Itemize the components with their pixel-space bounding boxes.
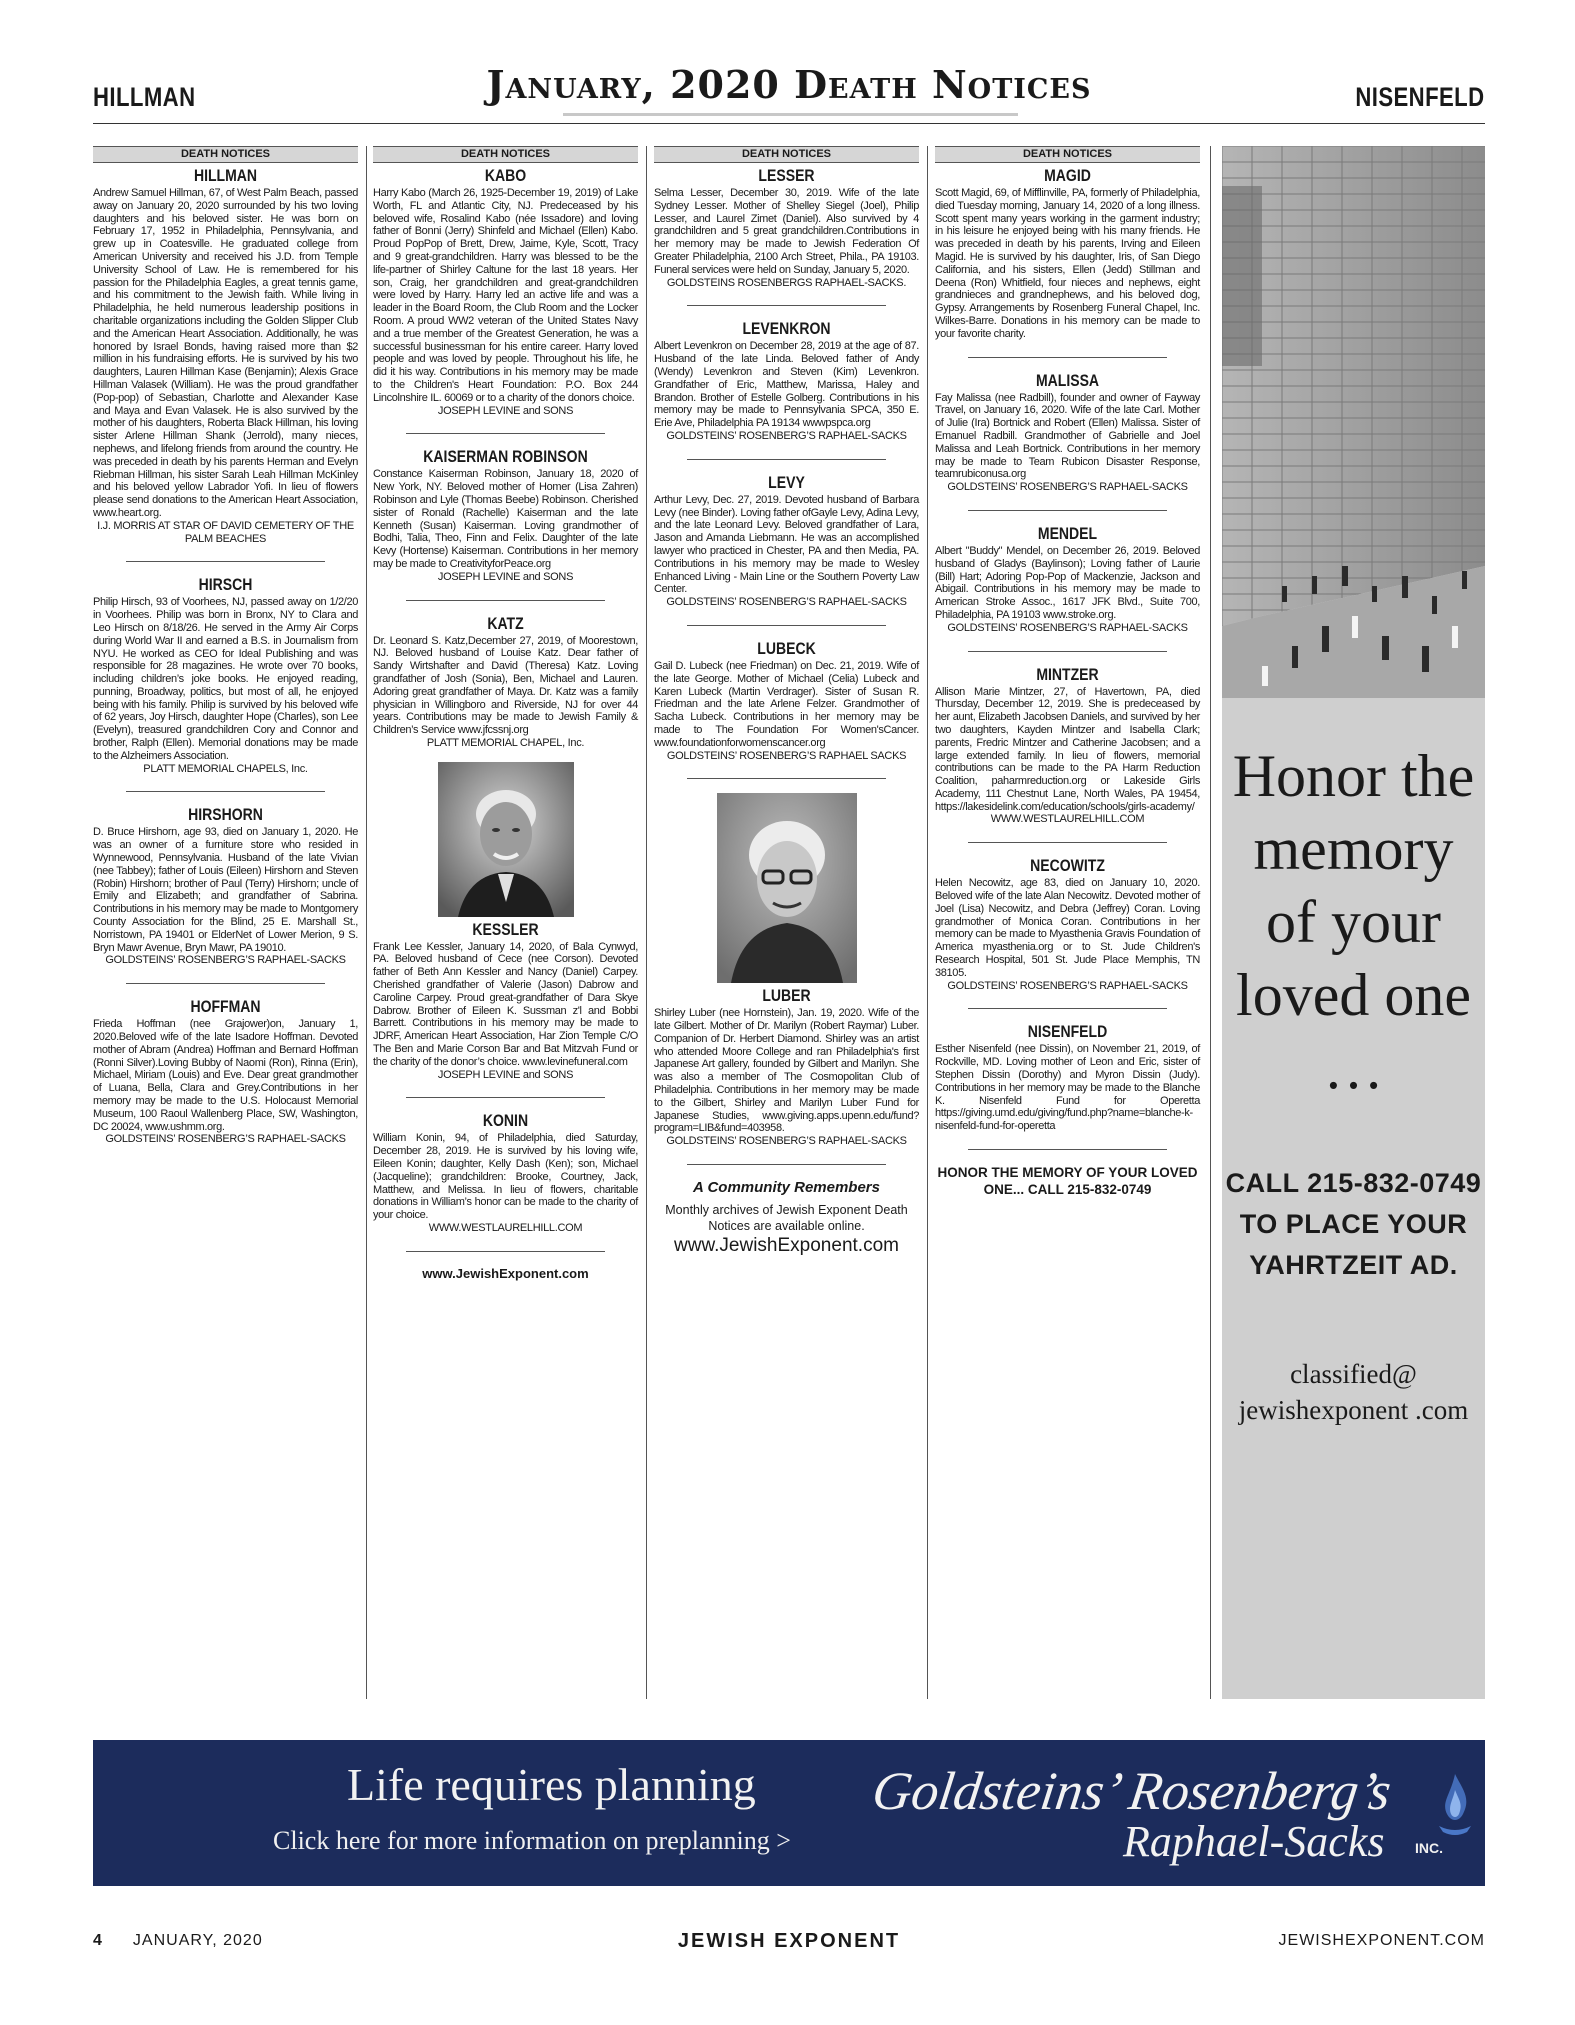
notice-body: Harry Kabo (March 26, 1925-December 19, 2019) of Lake Worth, FL and Atlantic City, NJ. Predeceased by his beloved wife, Rosalind Kabo (née Issadore) and loving father of Bonni (Jerry) Shinfeld and Michael (Ellen) Kabo. Proud PopPop of Brett, Drew, Jaime, Kyle, Scott, Tracy and 9 great-grandchildren. Harry was blessed to be the life-partner of Shirley Caltune for the last 18 years. Her son, Craig, her grandchildren and great-grandchildren were loved by Harry. Harry led an active life and was a leader in the Board Room, the Club Room and the Locker Room. A proud WW2 veteran of the United States Navy and a true member of the Greatest Generation, he was a successful businessman for his entire career. Harry loved people and was loved by people. Throughout his life, he did it his way. Contributions in his memory may be made to the Children's Heart Foundation: P.O. Box 244 Lincolnshire IL. 60069 or to a charity of the donors choice. xyxy=(373,187,638,404)
ad-headline: Honor the memory of your loved one … xyxy=(1232,743,1475,1101)
notice-nisenfeld xyxy=(935,1023,1200,1133)
notice-separator xyxy=(406,600,605,601)
notice-body: Andrew Samuel Hillman, 67, of West Palm Beach, passed away on January 20, 2020 surrounded by his two loving daughters and his beloved sister. He was born on February 17, 1952 in Philadelphia, Pennsylvania, and grew up in Coatesville. He graduated college from American University and received his J.D. from Temple University School of Law. He is remembered for his passion for the Philadelphia Eagles, a great tennis game, and his commitment to the Jewish faith. While living in Philadelphia, he held numerous leadership positions in charitable organizations including the Golden Slipper Club and the American Heart Association. Additionally, he was honored by Israel Bonds, having raised more than $2 million in his fundraising efforts. He is survived by his two daughters, Lauren Hillman Kase (Benjamin); Alexis Grace Hillman Valasek (William). He was the proud grandfather (Pop-pop) of Sebastian, Charlotte and Alexander Kase and Maya and Evan Valasek. He is also survived by the mother of his daughters, Roberta Black Hillman, his loving sister Arlene Hillman Shank (Jerrold), many nieces, nephews, and lifelong friends from around the country. He was preceded in death by his parents Herman and Evelyn Riebman Hillman, his sister Sarah Leah Hillman McKinley and his beloved yellow Labrador Yofi. In lieu of flowers please send donations to the American Heart Association, www.heart.org. xyxy=(93,187,358,519)
notice-body: Allison Marie Mintzer, 27, of Havertown, PA, died Thursday, December 12, 2019. She is predeceased by her aunt, Elizabeth Jacobsen Daniels, and survived by her two daughters, Kayden Mintzer and Isabella Clark; parents, Fredric Mintzer and Catherine Jacobsen; and a large extended family. In lieu of flowers, memorial contributions can be made to the PA Harm Reduction Coalition, paharmreduction.org or Lakeside Girls Academy, 111 Chestnut Lane, North Wales, PA 19454, https://lakesidelink.com/education/schools/girls-academy/ xyxy=(935,685,1200,813)
notice-levy xyxy=(654,474,919,609)
notice-body: Gail D. Lubeck (nee Friedman) on Dec. 21, 2019. Wife of the late George. Mother of Michael (Celia) Lubeck and Karen Lubeck (Martin Verdrager). Sister of Susan R. Friedman and the late Arlene Felzer. Grandmother of Sacha Lubeck. Contributions in her memory may be made to The Foundation For Women'sCancer. www.foundationforwomenscancer.org xyxy=(654,659,919,749)
honor-memory-note: HONOR THE MEMORY OF YOUR LOVED ONE... CALL 215-832-0749 xyxy=(937,1165,1198,1198)
notice-name: LEVENKRON xyxy=(742,320,831,339)
column-4 xyxy=(935,146,1200,1198)
notice-lubeck xyxy=(654,640,919,762)
notice-mendel xyxy=(935,525,1200,635)
column-1 xyxy=(93,146,358,1146)
title-underline xyxy=(563,113,1018,116)
column-header: DEATH NOTICES xyxy=(93,146,358,163)
notice-konin xyxy=(373,1112,638,1234)
notice-separator xyxy=(687,625,886,626)
notice-name: HOFFMAN xyxy=(190,998,261,1017)
notice-name: MALISSA xyxy=(1035,371,1100,390)
notice-hillman xyxy=(93,167,358,545)
kessler-portrait-photo xyxy=(438,762,574,917)
notice-body: Shirley Luber (nee Hornstein), Jan. 19, 2020. Wife of the late Gilbert. Mother of Dr. Marilyn (Robert Raymar) Luber. Companion of Dr. Herbert Diamond. Shirley was an artist who attended Moore College and ran Philadelphia's first Japanese Art gallery, founded by Gilbert and Marilyn. She was also a member of The Cosmopolitan Club of Philadelphia. Contributions in her memory may be made to the Gilbert, Shirley and Marilyn Luber Fund for Japanese Studies, www.giving.apps.upenn.edu/fund?program=LIB&fund=403958. xyxy=(654,1007,919,1135)
banner-brand-logo-line2: Raphael-Sacks xyxy=(1123,1817,1385,1866)
notice-body: Selma Lesser, December 30, 2019. Wife of the late Sydney Lesser. Mother of Shelley Siegel (Joel), Philip Lesser, and Laurel Zimet (Daniel). Also survived by 4 grandchildren and 5 great grandchildren.Contributions in her memory may be made to Jewish Federation Of Greater Philadelphia, 2100 Arch Street, Phila., PA 19103. Funeral services were held on Sunday, January 5, 2020. xyxy=(654,187,919,276)
column-2 xyxy=(373,146,638,1281)
notice-name: HIRSCH xyxy=(198,576,253,595)
notice-lesser xyxy=(654,167,919,289)
notice-body: Fay Malissa (nee Radbill), founder and owner of Fayway Travel, on January 16, 2020. Wife of the late Carl. Mother of Julie (Ira) Bortnick and Robert (Ellen) Malissa. Sister of Emanuel Radbill. Grandmother of Gabrielle and Joel Malissa and Leah Bortnick. Contributions in her memory may be made to Team Rubicon Disaster Response, teamrubiconusa.org xyxy=(935,391,1200,481)
notice-malissa xyxy=(935,372,1200,494)
notice-funeral-home: GOLDSTEINS’ ROSENBERG’S RAPHAEL-SACKS xyxy=(666,1135,907,1148)
western-wall-photo xyxy=(1222,146,1485,698)
page-number: 4 xyxy=(93,1932,103,1949)
notice-body: Scott Magid, 69, of Mifflinville, PA, formerly of Philadelphia, died Tuesday morning, January 14, 2020 of a long illness. Scott spent many years working in the garment industry; in his leisure he enjoyed being with his many friends. He was preceded in death by his parents, Irving and Eileen Magid. He is survived by his daughter, Iris, of San Diego California, and his sisters, Ellen (Jedd) Stillman and Deena (Ron) Whitfield, four nieces and nephews, eight grandnieces and grandnephews, and his beloved dog, Gypsy. Arrangements by Rosenberg Funeral Chapel, Inc. Wilkes-Barre. Donations in his memory can be made to your favorite charity. xyxy=(935,187,1200,340)
notice-separator xyxy=(126,791,325,792)
notice-separator xyxy=(406,1251,605,1252)
yahrtzeit-ad[interactable] xyxy=(1222,698,1485,1699)
notice-funeral-home: GOLDSTEINS’ ROSENBERG’S RAPHAEL SACKS xyxy=(666,749,907,762)
notice-name: LESSER xyxy=(758,167,815,185)
notice-name: MINTZER xyxy=(1036,665,1099,684)
column-divider xyxy=(366,146,367,1699)
page-footer xyxy=(93,1928,1485,1958)
notice-body: Constance Kaiserman Robinson, January 18, 2020 of New York, NY. Beloved mother of Homer (Lisa Zahren) Robinson and Lyle (Thomas Beebe) Robinson. Cherished sister of Ronald (Rachelle) Kaiserman and the late Kenneth (Susan) Kaiserman. Loving grandmother of Bodhi, Talia, Theo, Finn and Felix. Daughter of the late Kevy (Hortense) Kaiserman. Contributions in her memory may be made to CreativityforPeace.org xyxy=(373,468,638,570)
notice-body: Dr. Leonard S. Katz,December 27, 2019, of Moorestown, NJ. Beloved husband of Louise Katz. Dear father of Sandy Wirtshafter and David (Theresa) Katz. Loving grandfather of Josh (Sonia), Ben, Michael and Lauren. Adoring great grandfather of Maya. Dr. Katz was a family physician in Willingboro and Riverside, NJ for over 44 years. Contributions may be made to Jewish Family & Children’s Service www.jfcssnj.org xyxy=(373,634,638,737)
notice-name: MENDEL xyxy=(1037,524,1098,543)
notice-name: LEVY xyxy=(768,473,805,492)
notice-name: KESSLER xyxy=(472,920,539,939)
notice-body: Arthur Levy, Dec. 27, 2019. Devoted husband of Barbara Levy (nee Binder). Loving father ofGayle Levy, Adina Levy, and the late Leonard Levy. Beloved grandfather of Lara, Jason and Amanda Liebmann. He was an accomplished lawyer who practiced in Chester, PA and then Media, PA. Contributions in his memory may be made to Wesley Enhanced Living - Main Line or the Southern Poverty Law Center. xyxy=(654,493,919,596)
column-divider xyxy=(1210,146,1211,1699)
notice-separator xyxy=(406,1097,605,1098)
notice-name: KABO xyxy=(484,167,527,185)
notice-separator xyxy=(687,305,886,306)
notice-magid xyxy=(935,167,1200,341)
masthead xyxy=(93,58,1485,118)
notice-hirshorn xyxy=(93,806,358,967)
notice-funeral-home: WWW.WESTLAURELHILL.COM xyxy=(428,1222,583,1235)
notice-funeral-home: JOSEPH LEVINE and SONS xyxy=(437,570,574,583)
notice-separator xyxy=(687,778,886,779)
column-3 xyxy=(654,146,919,1258)
notice-name: NECOWITZ xyxy=(1030,857,1105,876)
notice-name: KATZ xyxy=(487,614,524,633)
notice-separator xyxy=(968,842,1167,843)
banner-preplanning-link[interactable]: Click here for more information on preplanning > xyxy=(273,1826,791,1855)
column-divider xyxy=(927,146,928,1699)
notice-mintzer xyxy=(935,666,1200,827)
banner-brand-logo: Goldsteins’ Rosenberg’s xyxy=(868,1761,1395,1821)
notice-body: Albert Levenkron on December 28, 2019 at the age of 87. Husband of the late Linda. Beloved father of Andy (Wendy) Levenkron and Steven (Kim) Levenkron. Grandfather of Eric, Matthew, Marissa, Haley and Brandon. Brother of Estelle Golberg. Contributions in his memory may be made to Pennsylvania SPCA, 350 E. Erie Ave, Philadelphia PA 19134 wwwpspca.org xyxy=(654,340,919,430)
community-text: Monthly archives of Jewish Exponent Death Notices are available online. xyxy=(665,1203,908,1234)
notice-body: Frank Lee Kessler, January 14, 2020, of Bala Cynwyd, PA. Beloved husband of Cece (nee Corson). Devoted father of Beth Ann Kessler and Nancy (Daniel) Carpey. Cherished grandfather of Valerie (Jason) Dabrow and Caroline Carpey. Proud great-grandfather of Dara Skye Dabrow. Brother of Eileen K. Sussman z'l and Bobbi Barrett. Contributions in his memory may be made to JDRF, American Heart Association, Har Zion Temple C/O The Ben and Marie Corson Bar and Bat Mitzvah Fund or the charity of the donor’s choice. www.levinefuneral.com xyxy=(373,940,638,1068)
notice-body: Albert "Buddy" Mendel, on December 26, 2019. Beloved husband of Gladys (Baylinson); Loving father of Laurie (Bill) Hart; Adoring Pop-Pop of Mackenzie, Jackson and Abigail. Contributions in his memory may be made to American Stroke Assoc., 1617 JFK Blvd., Suite 700, Philadelphia, PA 19103 www.stroke.org. xyxy=(935,544,1200,621)
notice-funeral-home: GOLDSTEINS’ ROSENBERG’S RAPHAEL-SACKS xyxy=(666,596,907,609)
notice-name: NISENFELD xyxy=(1027,1023,1108,1042)
notice-necowitz xyxy=(935,857,1200,992)
masthead-left-name: HILLMAN xyxy=(93,82,196,112)
notice-hoffman xyxy=(93,998,358,1146)
notice-kaiserman-robinson xyxy=(373,448,638,583)
notice-separator xyxy=(968,651,1167,652)
notice-name: HIRSHORN xyxy=(188,806,263,825)
ad-email[interactable]: classified@ jewishexponent .com xyxy=(1238,1359,1469,1425)
column-header: DEATH NOTICES xyxy=(654,146,919,163)
notice-name: KAISERMAN ROBINSON xyxy=(423,448,588,467)
footer-publication: JEWISH EXPONENT xyxy=(677,1930,901,1952)
notice-luber xyxy=(654,987,919,1148)
notice-separator xyxy=(968,357,1167,358)
notice-katz xyxy=(373,615,638,750)
man-portrait-icon xyxy=(438,762,574,917)
banner-headline: Life requires planning xyxy=(347,1759,756,1810)
notice-separator xyxy=(968,1149,1167,1150)
notice-hirsch xyxy=(93,576,358,775)
notice-funeral-home: JOSEPH LEVINE and SONS xyxy=(437,1068,574,1081)
notice-separator xyxy=(687,459,886,460)
footer-date: JANUARY, 2020 xyxy=(132,1932,263,1949)
page-title: January, 2020 Death Notices xyxy=(486,62,1092,107)
community-website-link[interactable]: www.JewishExponent.com xyxy=(674,1235,899,1257)
community-remembers-box xyxy=(654,1179,919,1258)
notice-separator xyxy=(406,433,605,434)
notice-funeral-home: WWW.WESTLAURELHILL.COM xyxy=(990,813,1145,826)
notice-body: William Konin, 94, of Philadelphia, died Saturday, December 28, 2019. He is survived by his loving wife, Eileen Konin; daughter, Kelly Dash (Ken); son, Michael (Jacqueline); grandchildren: Brooke, Courtney, Jack, Matthew, and Melissa. In lieu of flowers, charitable donations in William’s honor can be made to the charity of your choice. xyxy=(373,1132,638,1222)
notice-separator xyxy=(126,983,325,984)
banner-inc: INC. xyxy=(1415,1840,1443,1856)
website-link[interactable]: www.JewishExponent.com xyxy=(422,1265,589,1281)
notice-separator xyxy=(126,561,325,562)
notice-body: Philip Hirsch, 93 of Voorhees, NJ, passed away on 1/2/20 in Voorhees. Philip was born in Bronx, NY to Clara and Leo Hirsch on 8/18/26. He served in the Army Air Corps during World War II and earned a B.S. in Journalism from NYU. He worked as CEO for Ideal Publishing and was responsible for 28 magazines. He wrote over 70 books, including children’s joke books. He enjoyed reading, punning, Broadway, politics, but most of all, he enjoyed being with his family. Philip is survived by his beloved wife of 62 years, Joy Hirsch, daughter Hope (Charles), son Lee (Evelyn), treasured grandchildren Cory and Connor and brother, Ralph (Ellen). Memorial donations may be made to the Alzheimers Association. xyxy=(93,596,358,762)
notice-separator xyxy=(968,510,1167,511)
notice-name: LUBER xyxy=(762,987,811,1006)
notice-name: HILLMAN xyxy=(193,167,258,185)
notice-name: KONIN xyxy=(482,1112,529,1131)
notice-funeral-home: GOLDSTEINS ROSENBERGS RAPHAEL-SACKS. xyxy=(666,276,907,289)
notice-funeral-home: PLATT MEMORIAL CHAPEL, Inc. xyxy=(426,736,585,749)
notice-levenkron xyxy=(654,320,919,442)
masthead-right-name: NISENFELD xyxy=(1355,82,1485,112)
notice-funeral-home: PLATT MEMORIAL CHAPELS, Inc. xyxy=(143,762,308,775)
western-wall-icon xyxy=(1222,146,1485,698)
notice-name: MAGID xyxy=(1044,167,1091,185)
notice-funeral-home: JOSEPH LEVINE and SONS xyxy=(437,404,574,417)
flame-icon xyxy=(1433,1770,1477,1840)
notice-funeral-home: GOLDSTEINS’ ROSENBERG’S RAPHAEL-SACKS xyxy=(105,1133,346,1146)
notice-body: D. Bruce Hirshorn, age 93, died on January 1, 2020. He was an owner of a furniture store who resided in Wynnewood, Pennsylvania. Husband of the late Vivian (nee Tabbey); father of Louis (Eileen) Hirshorn and Steven (Robin) Hirshorn; brother of Paul (Terry) Hirshorn; uncle of Emily and Elizabeth; and grandfather of Sabrina. Contributions in his memory may be made to Montgomery County Association for the Blind, 25 E. Marshall St., Norristown, PA 19401 or ElderNet of Lower Merion, 9 S. Bryn Mawr Avenue, Bryn Mawr, PA 19010. xyxy=(93,826,358,954)
column-header: DEATH NOTICES xyxy=(935,146,1200,163)
notice-funeral-home: I.J. MORRIS AT STAR OF DAVID CEMETERY OF THE PALM BEACHES xyxy=(97,519,354,545)
column-divider xyxy=(646,146,647,1699)
notice-body: Esther Nisenfeld (nee Dissin), on November 21, 2019, of Rockville, MD. Loving mother of Leon and Eric, sister of Stephen Dissin (Dorothy) and Myron Dissin (Judy). Contributions in her memory may be made to the Blanche K. Nisenfeld Fund for Operetta https://giving.umd.edu/giving/fund.php?name=blanche-k-nisenfeld-fund-for-operetta xyxy=(935,1043,1200,1133)
notice-kessler xyxy=(373,921,638,1082)
notice-body: Helen Necowitz, age 83, died on January 10, 2020. Beloved wife of the late Alan Necowitz. Devoted mother of Joel (Lisa) Necowitz, and Debra (Jeffrey) Coran. Loving grandmother of Monica Coran. Contributions in her memory can be made to Myasthenia Gravis Foundation of America myasthenia.org or to St. Jude Children's Research Hospital, 501 St. Jude Place Memphis, TN 38105. xyxy=(935,877,1200,979)
footer-website[interactable]: JEWISHEXPONENT.COM xyxy=(1278,1932,1485,1949)
woman-portrait-icon xyxy=(717,793,857,983)
notice-funeral-home: GOLDSTEINS’ ROSENBERG’S RAPHAEL-SACKS xyxy=(947,621,1188,634)
notice-funeral-home: GOLDSTEINS’ ROSENBERG’S RAPHAEL-SACKS xyxy=(947,481,1188,494)
notice-funeral-home: GOLDSTEINS’ ROSENBERG’S RAPHAEL-SACKS xyxy=(666,429,907,442)
preplanning-banner-ad[interactable] xyxy=(93,1740,1485,1886)
community-title: A Community Remembers xyxy=(693,1179,880,1197)
masthead-rule xyxy=(93,123,1485,124)
notice-name: LUBECK xyxy=(757,639,816,658)
column-header: DEATH NOTICES xyxy=(373,146,638,163)
notice-kabo xyxy=(373,167,638,417)
notice-body: Frieda Hoffman (nee Grajower)on, January 1, 2020.Beloved wife of the late Isadore Hoffman. Devoted mother of Abram (Andrea) Hoffman and Bernard Hoffman (Ronni Silver).Loving Bubby of Naomi (Ron), Rinna (Erin), Michael, Miriam (Louis) and Eve. Dear great grandmother of Luana, Bella, Clara and Grey.Contributions in her memory may be made to the U.S. Holocaust Memorial Museum, 100 Raoul Wallenberg Place, SW, Washington, DC 20024, www.ushmm.org. xyxy=(93,1018,358,1133)
notice-funeral-home: GOLDSTEINS’ ROSENBERG’S RAPHAEL-SACKS xyxy=(947,979,1188,992)
luber-portrait-photo xyxy=(717,793,857,983)
notice-separator xyxy=(687,1164,886,1165)
ad-call-to-action: CALL 215-832-0749 TO PLACE YOUR YAHRTZEIT AD. xyxy=(1225,1168,1482,1280)
notice-separator xyxy=(968,1008,1167,1009)
notice-funeral-home: GOLDSTEINS’ ROSENBERG’S RAPHAEL-SACKS xyxy=(105,954,346,967)
